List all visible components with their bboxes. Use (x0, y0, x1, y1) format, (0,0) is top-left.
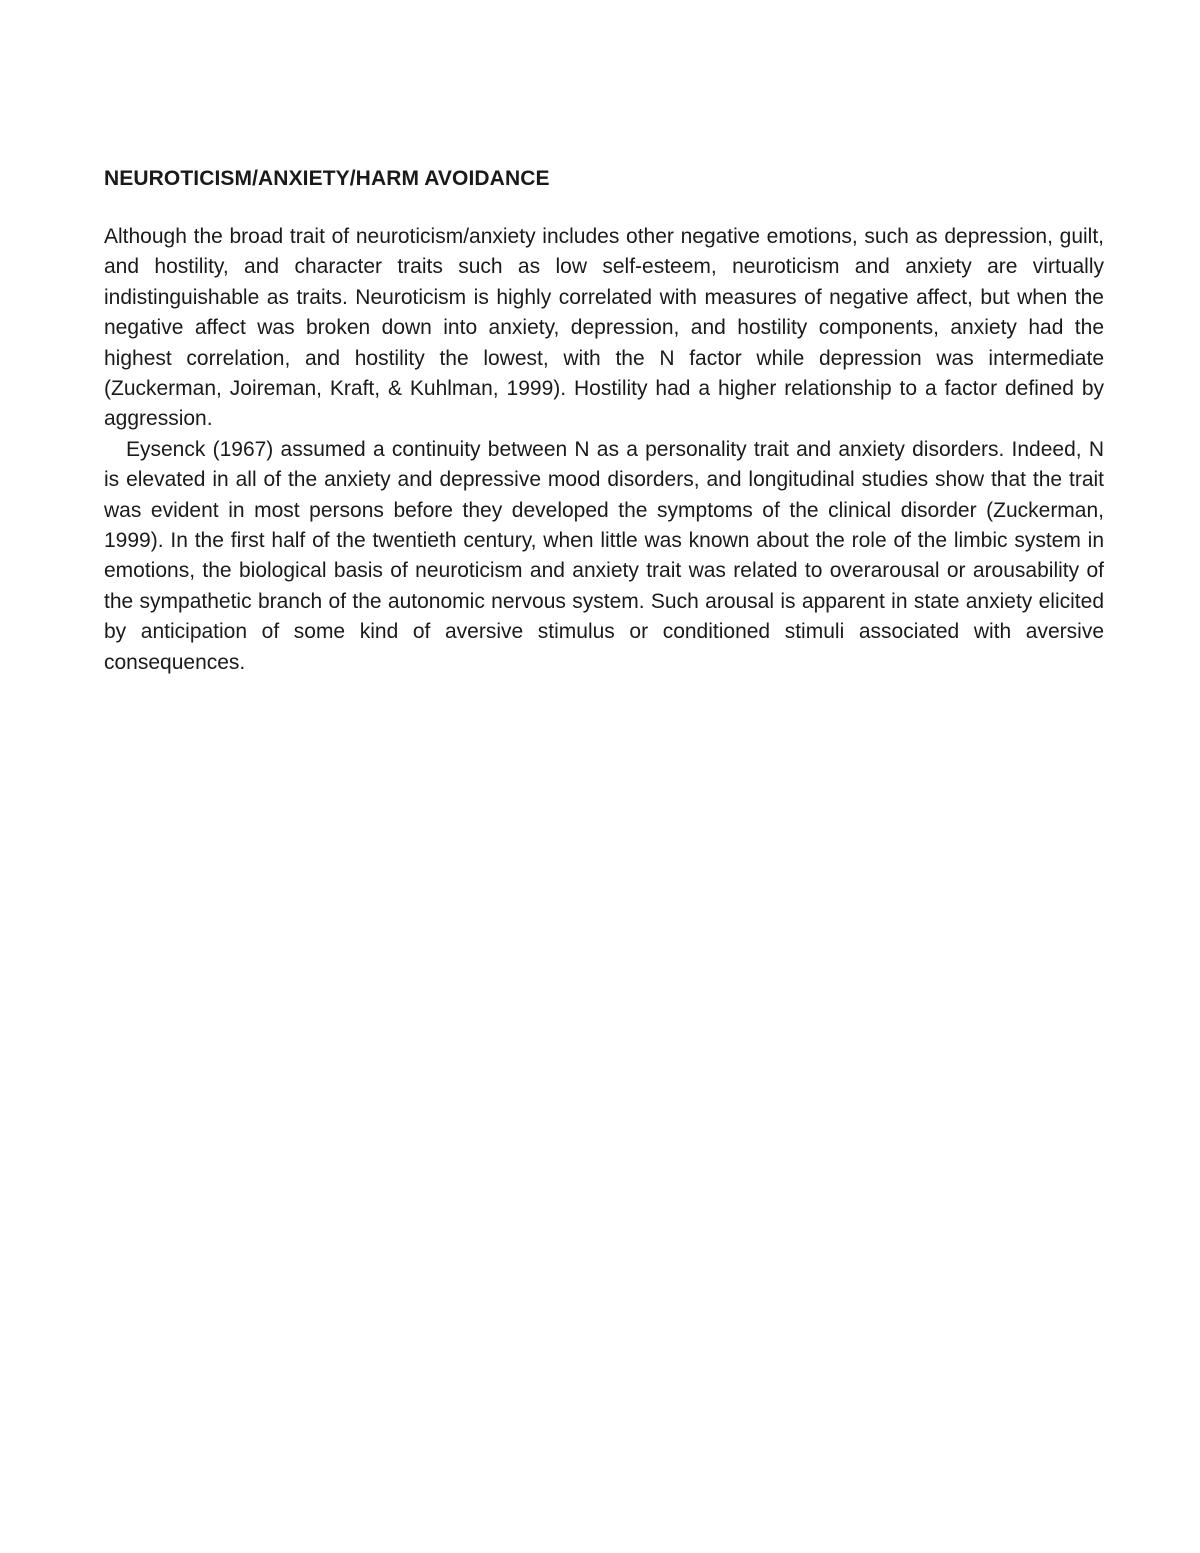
section-heading: NEUROTICISM/ANXIETY/HARM AVOIDANCE (104, 167, 550, 190)
body-paragraph-1: Although the broad trait of neuroticism/anxiety includes other negative emotions, such as depression, guilt, and hostility, and character traits such as low self-esteem, neuroticism and anxiety are virtually indistinguishable as traits. Neuroticism is highly correlated with measures of negative affect, but when the negative affect was broken down into anxiety, depression, and hostility components, anxiety had the highest correlation, and hostility the lowest, with the N factor while depression was intermediate (Zuckerman, Joireman, Kraft, & Kuhlman, 1999). Hostility had a higher relationship to a factor defined by aggression. (104, 225, 1104, 431)
page-content (104, 164, 1104, 678)
body-paragraph-2: Eysenck (1967) assumed a continuity between N as a personality trait and anxiety disorders. Indeed, N is elevated in all of the anxiety and depressive mood disorders, and longitudinal studies show that the trait was evident in most persons before they developed the symptoms of the clinical disorder (Zuckerman, 1999). In the first half of the twentieth century, when little was known about the role of the limbic system in emotions, the biological basis of neuroticism and anxiety trait was related to overarousal or arousability of the sympathetic branch of the autonomic nervous system. Such arousal is apparent in state anxiety elicited by anticipation of some kind of aversive stimulus or conditioned stimuli associated with aversive consequences. (104, 437, 1104, 674)
